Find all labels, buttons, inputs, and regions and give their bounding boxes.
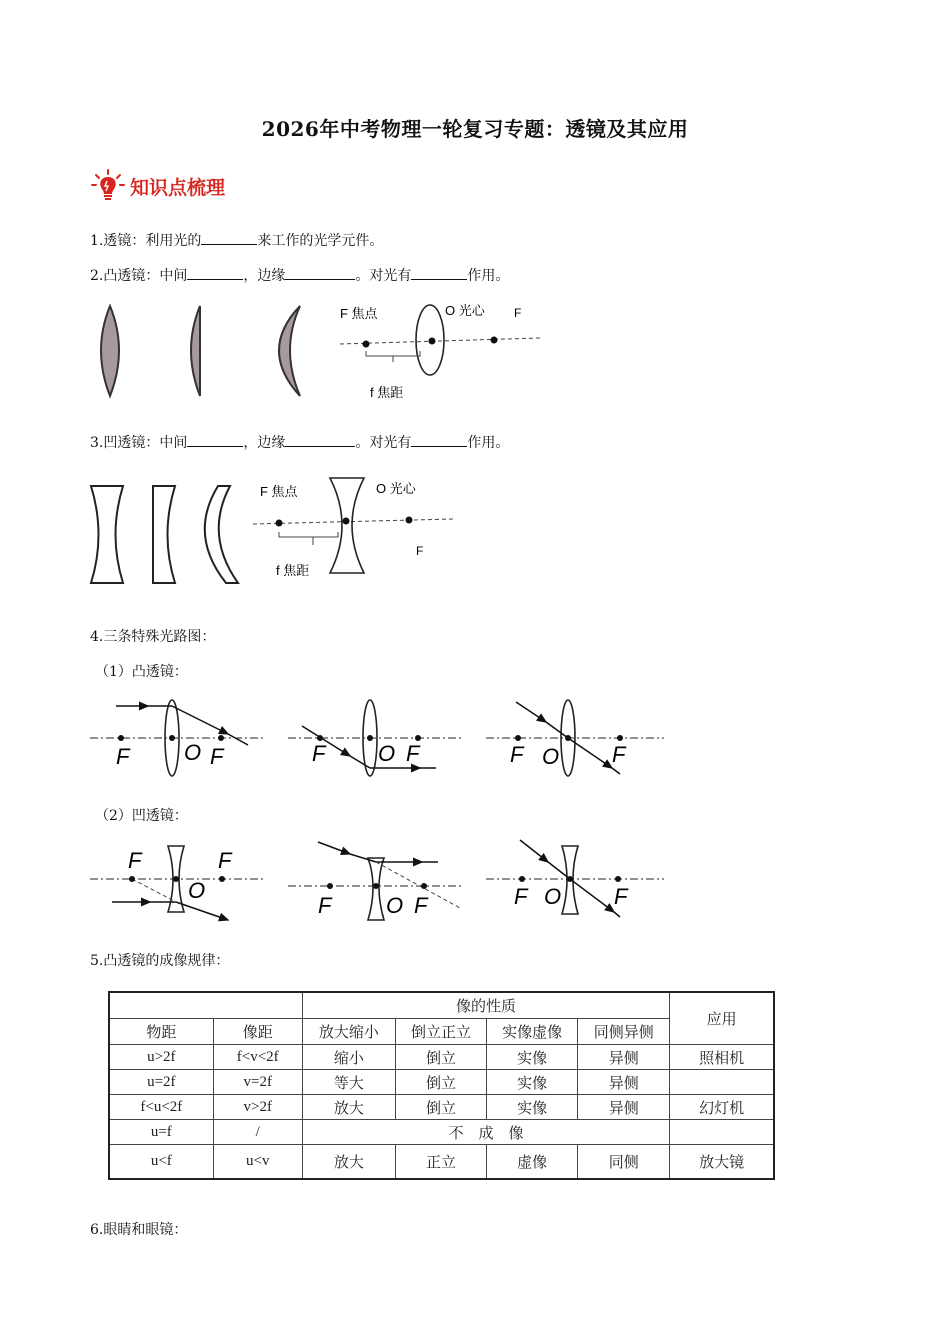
table-row xyxy=(109,1120,774,1145)
table-cell xyxy=(670,1070,774,1095)
page-title: 2026年中考物理一轮复习专题：透镜及其应用 xyxy=(261,117,689,141)
table-row xyxy=(109,1045,774,1070)
svg-text:F: F xyxy=(312,741,326,766)
focal-length-bracket xyxy=(279,532,338,545)
principal-axis xyxy=(253,519,453,524)
item-2-mid1: ，边缘 xyxy=(243,268,286,284)
blank xyxy=(201,230,257,245)
svg-text:F: F xyxy=(414,893,428,918)
concave-meniscus-lens xyxy=(205,486,238,583)
svg-text:F: F xyxy=(218,848,232,873)
svg-text:O: O xyxy=(188,878,206,903)
center-label: O 光心 xyxy=(445,303,485,318)
table-cell: 虚像 xyxy=(487,1145,578,1179)
item-3-suffix: 作用。 xyxy=(467,435,510,451)
distance-label: f 焦距 xyxy=(276,563,310,578)
item-3-mid1: ，边缘 xyxy=(243,435,286,451)
item-5: 5.凸透镜的成像规律： xyxy=(90,953,230,969)
table-cell xyxy=(109,992,302,1019)
convex-ray-diagrams xyxy=(88,692,668,782)
svg-text:O: O xyxy=(544,884,562,909)
table-column-header: 倒立正立 xyxy=(395,1019,486,1045)
biconcave-lens xyxy=(91,486,123,583)
table-row xyxy=(109,1095,774,1120)
planoconcave-lens xyxy=(153,486,175,583)
item-2-suffix: 作用。 xyxy=(467,268,510,284)
table-column-header: 物距 xyxy=(109,1019,213,1045)
item-2-mid2: 。对光有 xyxy=(355,268,412,284)
table-cell: f<u<2f xyxy=(109,1095,213,1120)
focus-point xyxy=(276,520,283,527)
table-group-header: 像的性质 xyxy=(302,992,670,1019)
table-cell: v>2f xyxy=(213,1095,302,1120)
item-4a: （1）凸透镜： xyxy=(95,664,188,680)
svg-text:O: O xyxy=(184,740,202,765)
table-cell: u=2f xyxy=(109,1070,213,1095)
svg-text:F: F xyxy=(116,744,130,769)
item-1 xyxy=(90,230,383,250)
svg-text:F: F xyxy=(614,884,628,909)
table-cell: 同侧 xyxy=(578,1145,670,1179)
svg-text:F: F xyxy=(210,744,224,769)
f-label: F xyxy=(514,306,522,320)
concave-ray-diagrams xyxy=(88,836,668,926)
table-cell: 倒立 xyxy=(395,1070,486,1095)
focus-point xyxy=(363,341,370,348)
table-cell: 倒立 xyxy=(395,1095,486,1120)
table-cell: u<f xyxy=(109,1145,213,1179)
table-cell: 异侧 xyxy=(578,1070,670,1095)
svg-text:F: F xyxy=(128,848,142,873)
section-title: 知识点梳理 xyxy=(130,176,226,199)
section-header xyxy=(90,166,225,206)
imaging-rules-table xyxy=(108,991,775,1180)
table-cell: 等大 xyxy=(302,1070,395,1095)
blank xyxy=(411,432,467,447)
table-cell: u=f xyxy=(109,1120,213,1145)
table-cell: 不 成 像 xyxy=(302,1120,670,1145)
svg-text:O: O xyxy=(378,741,396,766)
table-cell: 放大 xyxy=(302,1095,395,1120)
table-cell: v=2f xyxy=(213,1070,302,1095)
focus-label: F 焦点 xyxy=(260,484,298,499)
table-cell: 照相机 xyxy=(670,1045,774,1070)
center-label: O 光心 xyxy=(376,481,416,496)
svg-text:F: F xyxy=(318,893,332,918)
table-cell xyxy=(670,1120,774,1145)
blank xyxy=(285,432,355,447)
concave-lens-outline xyxy=(330,478,364,573)
item-1-prefix: 1.透镜：利用光的 xyxy=(90,233,202,249)
item-3-prefix: 3.凹透镜：中间 xyxy=(90,435,188,451)
blank xyxy=(187,432,243,447)
blank xyxy=(187,265,243,280)
svg-text:F: F xyxy=(514,884,528,909)
table-cell: / xyxy=(213,1120,302,1145)
focal-length-bracket xyxy=(366,351,420,362)
table-cell: f<v<2f xyxy=(213,1045,302,1070)
table-cell: 实像 xyxy=(487,1095,578,1120)
item-4: 4.三条特殊光路图： xyxy=(90,629,216,645)
svg-text:F: F xyxy=(406,741,420,766)
optical-center xyxy=(343,518,350,525)
item-2-prefix: 2.凸透镜：中间 xyxy=(90,268,188,284)
table-cell: 异侧 xyxy=(578,1095,670,1120)
table-column-header: 应用 xyxy=(670,992,774,1045)
item-1-suffix: 来工作的光学元件。 xyxy=(257,233,384,249)
item-4b: （2）凹透镜： xyxy=(95,808,188,824)
table-cell: 实像 xyxy=(487,1045,578,1070)
table-cell: 放大 xyxy=(302,1145,395,1179)
table-header-row xyxy=(109,992,774,1019)
convex-lens-figure xyxy=(90,298,560,408)
blank xyxy=(411,265,467,280)
focus-label: F 焦点 xyxy=(340,306,378,321)
table-cell: 倒立 xyxy=(395,1045,486,1070)
item-6: 6.眼睛和眼镜： xyxy=(90,1222,188,1238)
blank xyxy=(285,265,355,280)
table-cell: 异侧 xyxy=(578,1045,670,1070)
table-cell: 实像 xyxy=(487,1070,578,1095)
item-3 xyxy=(90,432,509,452)
svg-text:F: F xyxy=(612,742,626,767)
table-column-header: 同侧异侧 xyxy=(578,1019,670,1045)
table-row xyxy=(109,1070,774,1095)
meniscus-lens xyxy=(279,306,300,396)
svg-text:O: O xyxy=(386,893,404,918)
item-2 xyxy=(90,265,509,285)
table-cell: 正立 xyxy=(395,1145,486,1179)
table-cell: 缩小 xyxy=(302,1045,395,1070)
table-column-header: 实像虚像 xyxy=(487,1019,578,1045)
principal-axis xyxy=(340,338,540,344)
table-cell: u<v xyxy=(213,1145,302,1179)
table-column-header: 像距 xyxy=(213,1019,302,1045)
planoconvex-lens xyxy=(191,306,200,396)
focus-point xyxy=(406,517,413,524)
svg-text:F: F xyxy=(510,742,524,767)
table-cell: 放大镜 xyxy=(670,1145,774,1179)
distance-label: f 焦距 xyxy=(370,385,404,400)
biconvex-lens xyxy=(101,306,119,396)
table-row xyxy=(109,1145,774,1179)
lightbulb-icon xyxy=(90,168,126,204)
concave-lens-figure xyxy=(88,475,468,587)
optical-center xyxy=(429,338,436,345)
table-cell: 幻灯机 xyxy=(670,1095,774,1120)
item-3-mid2: 。对光有 xyxy=(355,435,412,451)
table-column-header: 放大缩小 xyxy=(302,1019,395,1045)
f-label: F xyxy=(416,544,424,558)
svg-text:O: O xyxy=(542,744,560,769)
focus-point xyxy=(491,337,498,344)
table-cell: u>2f xyxy=(109,1045,213,1070)
